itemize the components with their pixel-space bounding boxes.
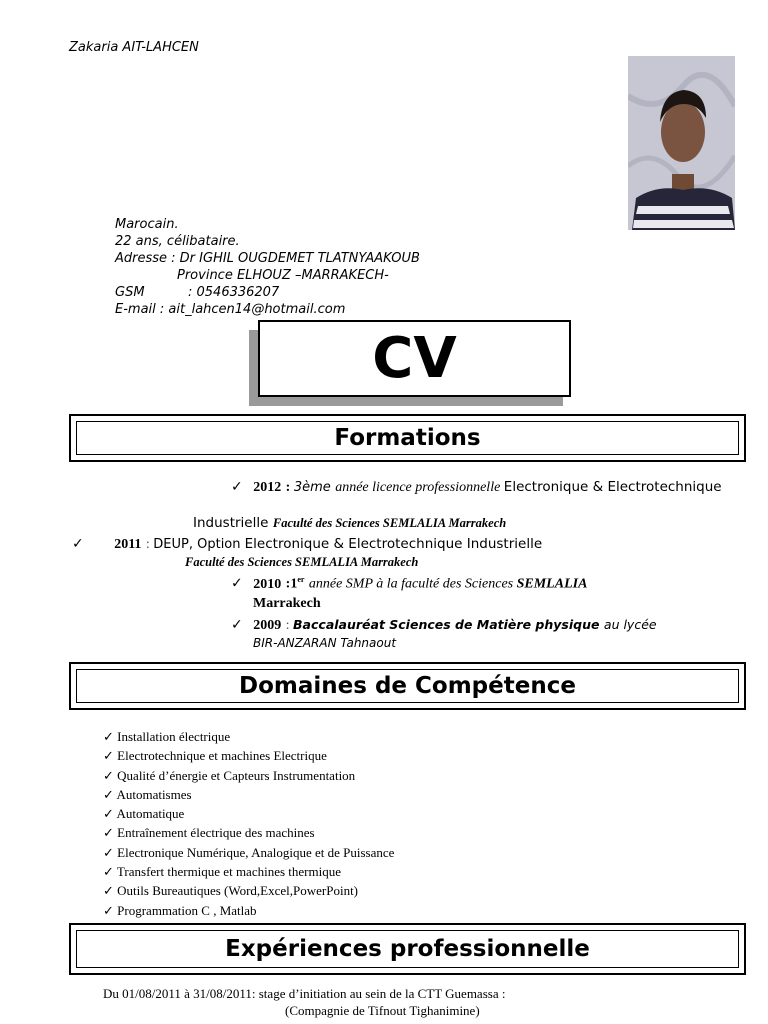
formation-school: BIR-ANZARAN Tahnaout xyxy=(253,636,397,650)
list-item: ✓ Qualité d’énergie et Capteurs Instrumentation xyxy=(103,767,356,783)
formation-school: Faculté des Sciences SEMLALIA Marrakech xyxy=(185,555,419,569)
formation-school: SEMLALIA xyxy=(516,576,588,592)
formation-sup: er xyxy=(297,575,305,584)
check-icon: ✓ xyxy=(103,902,114,918)
list-item: ✓ Automatismes xyxy=(103,786,192,802)
check-icon: ✓ xyxy=(103,767,114,783)
check-icon: ✓ xyxy=(103,786,114,802)
section-competences xyxy=(69,662,746,710)
formation-2010-line2 xyxy=(253,595,321,612)
nationality: Marocain. xyxy=(115,217,179,232)
check-icon: ✓ xyxy=(231,617,243,633)
check-icon: ✓ xyxy=(231,575,243,592)
formation-desc: au lycée xyxy=(603,617,657,632)
formation-2009-line2 xyxy=(253,635,396,651)
address-line-2: Province ELHOUZ –MARRAKECH- xyxy=(177,268,389,283)
formation-sep: : xyxy=(285,480,294,495)
check-icon: ✓ xyxy=(103,864,114,880)
check-icon: ✓ xyxy=(103,825,114,841)
check-icon: ✓ xyxy=(103,844,114,860)
formation-2012 xyxy=(231,479,722,496)
section-experiences xyxy=(69,923,746,975)
formation-year: 2011 xyxy=(114,537,142,552)
check-icon: ✓ xyxy=(103,729,114,744)
profile-photo xyxy=(628,56,735,230)
experience-line-1: Du 01/08/2011 à 31/08/2011: stage d’initiation au sein de la CTT Guemassa : xyxy=(103,986,506,1001)
list-item: ✓ Transfert thermique et machines thermique xyxy=(103,864,341,880)
gsm-value: : 0546336207 xyxy=(188,285,280,300)
formation-city: Marrakech xyxy=(253,596,321,611)
formation-field-cont: Industrielle xyxy=(193,515,269,531)
section-experiences-title: Expériences professionnelle xyxy=(76,930,739,968)
list-item: ✓ Installation électrique xyxy=(103,729,231,744)
email: E-mail : ait_lahcen14@hotmail.com xyxy=(115,302,346,317)
formation-2009 xyxy=(231,617,657,634)
section-formations-title: Formations xyxy=(76,421,739,455)
gsm-label: GSM xyxy=(115,285,145,300)
list-item: ✓ Outils Bureautiques (Word,Excel,PowerPoint) xyxy=(103,883,359,899)
competences-list xyxy=(103,727,394,920)
formation-field: Electronique & Electrotechnique Industrielle xyxy=(244,536,543,552)
profile-photo-image xyxy=(628,56,735,230)
list-item: ✓ Electrotechnique et machines Electrique xyxy=(103,748,327,764)
cv-title: CV xyxy=(258,320,571,397)
formation-year: 2009 xyxy=(253,618,282,633)
list-item: ✓ Electronique Numérique, Analogique et de Puissance xyxy=(103,844,395,860)
formation-year: 2012 xyxy=(253,480,282,495)
formation-2011-line2 xyxy=(185,554,418,570)
formation-school: Faculté des Sciences SEMLALIA Marrakech xyxy=(272,516,507,530)
formation-option: Option xyxy=(197,537,245,552)
check-icon: ✓ xyxy=(103,806,114,822)
formation-desc: DEUP, xyxy=(153,537,198,552)
formation-field: Electronique & Electrotechnique xyxy=(503,479,722,495)
formation-2012-line2 xyxy=(193,515,506,531)
formation-diploma: Baccalauréat Sciences de Matière physique xyxy=(293,617,600,632)
formation-year: 2010 xyxy=(253,576,282,592)
formation-level: 3ème xyxy=(293,480,331,495)
formation-desc: année SMP à la faculté des Sciences xyxy=(308,576,517,592)
formation-desc: année licence professionnelle xyxy=(335,480,504,495)
formation-sep: : xyxy=(145,537,154,552)
section-competences-title: Domaines de Compétence xyxy=(76,669,739,703)
formation-num: 1 xyxy=(290,576,298,592)
address-line-1: Adresse : Dr IGHIL OUGDEMET TLATNYAAKOUB xyxy=(115,251,420,266)
list-item: ✓ Programmation C , Matlab xyxy=(103,902,257,918)
list-item: ✓ Entraînement électrique des machines xyxy=(103,825,315,841)
list-item: ✓ Automatique xyxy=(103,806,185,822)
formation-sep: : xyxy=(285,576,291,592)
check-icon: ✓ xyxy=(103,883,114,899)
formation-2011 xyxy=(72,536,542,553)
candidate-name: Zakaria AIT-LAHCEN xyxy=(69,40,199,55)
section-formations xyxy=(69,414,746,462)
age-status: 22 ans, célibataire. xyxy=(115,234,240,249)
check-icon: ✓ xyxy=(231,479,243,495)
formation-2010 xyxy=(231,575,587,593)
check-icon: ✓ xyxy=(103,748,114,764)
formation-sep: : xyxy=(285,618,294,633)
experience-line-2: (Compagnie de Tifnout Tighanimine) xyxy=(285,1003,480,1018)
check-icon: ✓ xyxy=(72,536,84,552)
